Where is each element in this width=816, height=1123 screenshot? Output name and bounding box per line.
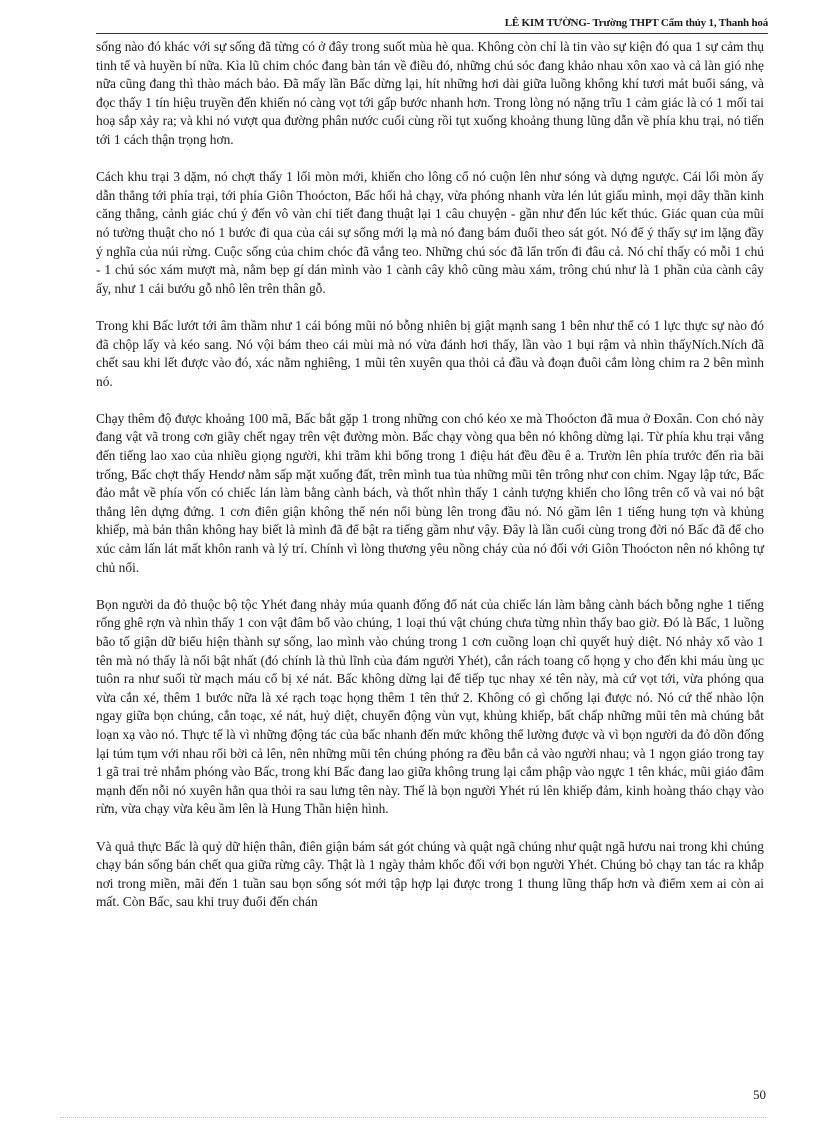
- paragraph: Cách khu trại 3 dặm, nó chợt thấy 1 lối mòn mới, khiến cho lông cổ nó cuộn lên như sóng và dựng ngược. Cái lối mòn ấy dẫn thẳng tới phía trại, tới phía Giôn Thoócton, Bấc hối hả chạy, vừa phóng nhanh vừa lén lút giấu mình, mọi dây thần kinh căng thẳng, cảnh giác chú ý đến vô vàn chi tiết đang thuật lại 1 câu chuyện - gần như đến lúc kết thúc. Giác quan của mũi nó tường thuật cho nó 1 bước đi qua của cái sự sống mới lạ mà nó đang bám đuổi theo sát gót. Nó để ý thấy sự im lặng đầy ý nghĩa của núi rừng. Cuộc sống của chim chóc đã vắng teo. Những chú sóc đã lẩn trốn đi đâu cả. Nó chỉ thấy có mỗi 1 chú - 1 chú sóc xám mượt mà, nằm bẹp gí dán mình vào 1 cành cây khô cũng màu xám, trông chú như là 1 phần của cành cây ấy, như 1 cái bướu gỗ nhô lên trên thân gỗ.: [96, 169, 764, 296]
- body-text: [96, 38, 764, 912]
- footer-rule: [60, 1117, 766, 1118]
- paragraph: Bọn người da đỏ thuộc bộ tộc Yhét đang nhảy múa quanh đống đổ nát của chiếc lán làm bằng cành bách bỗng nghe 1 tiếng rống ghê rợn và nhìn thấy 1 con vật đâm bổ vào chúng, 1 loại thú vật chúng chưa từng nhìn thấy bao giờ. Đó là Bấc, 1 luồng bão tố giận dữ biểu hiện thành sự sống, lao mình vào chúng trong 1 cơn cuồng loạn chỉ quyết huỷ diệt. Nó nhảy xổ vào 1 tên mà nó thấy là nổi bật nhất (đó chính là thủ lĩnh của đám người Yhét), cắn rách toang cổ họng y cho đến khi máu ùng ục tuôn ra như suối từ mạch máu cổ bị xé nát. Bấc không dừng lại để tiếp tục nhay xé tên này, mà cứ vọt tới, vừa phóng qua vừa cắn xé, thêm 1 bước nữa là xé rạch toạc họng thêm 1 tên thứ 2. Không có gì chống lại được nó. Nó cứ thế nhào lộn ngay giữa bọn chúng, cắn toạc, xé nát, huỷ diệt, chuyển động vùn vụt, khủng khiếp, bất chấp những mũi tên mà chúng bắt loạn xạ vào nó. Thực tế là vì những động tác của bấc nhanh đến mức không thể lường được và vì bọn người da đỏ dồn đống lại túm tụm với nhau rối bời cả lên, nên những mũi tên chúng phóng ra đều bắn cả vào người nhau; và 1 ngọn giáo trong tay 1 gã trai trẻ nhắm phóng vào Bấc, trong khi Bấc đang lao giữa không trung lại cắm phập vào ngực 1 tên khác, mũi giáo đâm mạnh đến nỗi nó xuyên hẳn qua thỏi ra sau lưng tên này. Thế là bọn người Yhét rú lên khiếp đảm, kinh hoàng tháo chạy vào rừn, vừa chạy vừa kêu ầm lên là Hung Thần hiện hình.: [96, 596, 764, 817]
- paragraph: Và quả thực Bấc là quỷ dữ hiện thân, điên giận bám sát gót chúng và quật ngã chúng như quật ngã hươu nai trong khi chúng chạy bán sống bán chết qua giữa rừng cây. Thật là 1 ngày thảm khốc đối với bọn người Yhét. Chúng bỏ chạy tan tác ra khắp nơi trong miền, mãi đến 1 tuần sau bọn sống sót mới tập hợp lại được trong 1 thung lũng thấp hơn và điểm xem ai còn ai mất. Còn Bấc, sau khi truy đuổi đến chán: [96, 838, 764, 910]
- header-rule: [96, 33, 768, 34]
- page-number: 50: [753, 1087, 766, 1102]
- paragraph: Trong khi Bấc lướt tới âm thầm như 1 cái bóng mũi nó bỗng nhiên bị giật mạnh sang 1 bên như thể có 1 lực thực sự nào đó đã chộp lấy và kéo sang. Nó vội bám theo cái mùi mà nó vừa đánh hơi thấy, lần vào 1 bụi rậm và nhìn thấyNích.Ních đã chết sau khi lết được vào đó, xác nằm nghiêng, 1 mũi tên xuyên qua thỏi cả đầu và đoạn đuôi cắm lòng chim ra 2 bên mình nó.: [96, 317, 764, 389]
- paragraph: sống nào đó khác với sự sống đã từng có ở đây trong suốt mùa hè qua. Không còn chỉ là tin vào sự kiện đó qua 1 sự cảm thụ tinh tế và huyền bí nữa. Kìa lũ chim chóc đang bàn tán về điều đó, những chú sóc đang khảo nhau xôn xao và cả làn gió nhẹ nữa cũng đang thì thào mách bảo. Đã mấy lần Bấc dừng lại, hít những hơi dài giữa luồng không khí tươi mát buổi sáng, và đọc thấy 1 tín hiệu truyền đến khiến nó càng vọt tới gấp bước nhanh hơn. Trong lòng nó nặng trĩu 1 cảm giác là có 1 mối tai hoạ sắp xảy ra; và khi nó vượt qua đường phân nước cuối cùng rồi tụt xuống khoảng thung lũng dẫn về phía khu trại, nó tiến tới 1 cách thận trọng hơn.: [96, 39, 764, 147]
- paragraph: Chạy thêm độ được khoảng 100 mã, Bấc bắt gặp 1 trong những con chó kéo xe mà Thoócton đã mua ở Đoxân. Con chó này đang vật vã trong cơn giãy chết ngay trên vệt đường mòn. Bấc chạy vòng qua bên nó không dừng lại. Từ phía khu trại vẳng đến tiếng lao xao của nhiều giọng người, khi trầm khi bổng trong 1 điệu hát đều đều ê a. Trườn lên phía trước đến rìa bãi trống, Bấc chợt thấy Hendơ nằm sấp mặt xuống đất, trên mình tua tủa những mũi tên trông như con chim. Ngay lập tức, Bấc đảo mắt về phía vốn có chiếc lán làm bằng cành bách, và thốt nhìn thấy 1 cảnh tượng khiến cho lông trên cổ và vai nó bật thẳng lên dựng đứng. 1 cơn điên giận không thể nén nổi bùng lên trong đầu nó. Nó gầm lên 1 tiếng hung tợn và khủng khiếp, mà bản thân không hay biết là mình đã để bật ra tiếng gầm như vậy. Đây là lần cuối cùng trong đời nó Bấc đã để cho xúc cảm lấn lát mất khôn ranh và lý trí. Chính vì lòng thương yêu nồng cháy của nó đối với Giôn Thoócton nên nó không tự chủ nổi.: [96, 410, 764, 575]
- running-header: LÊ KIM TƯỜNG- Trường THPT Cẩm thủy 1, Thanh hoá: [504, 17, 768, 29]
